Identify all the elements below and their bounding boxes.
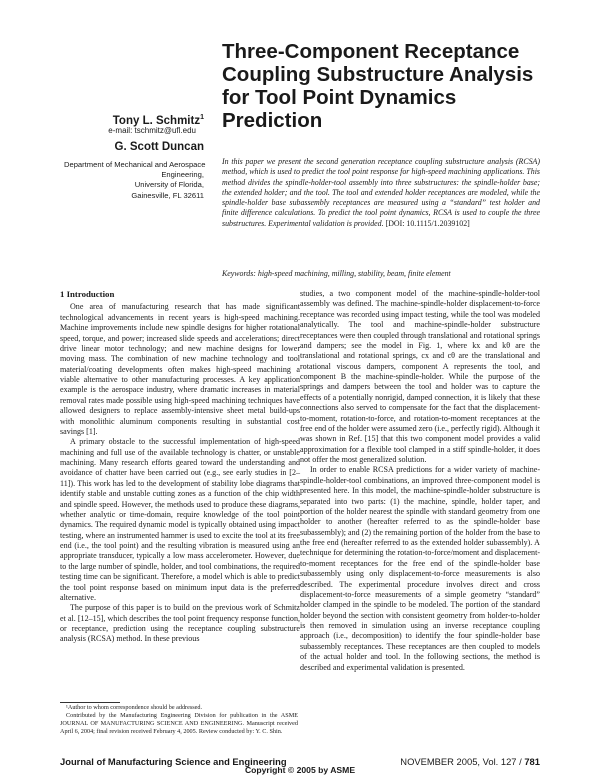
footer-separator: / (516, 756, 525, 767)
keywords: Keywords: high-speed machining, milling, stability, beam, finite element (222, 269, 451, 278)
doi: [DOI: 10.1115/1.2039102] (385, 218, 470, 228)
footnote: ¹Author to whom correspondence should be addressed. (66, 704, 203, 711)
section-heading: 1 Introduction (60, 289, 115, 299)
title-line: Prediction (222, 109, 323, 132)
footnotes (60, 704, 298, 736)
footnote: Contributed by the Manufacturing Engineering Division for publication in the ASME JOURNAL OF MANUFACTURING SCIENCE AND ENGINEERING. Manuscript received April 6, 2004; final revision received February 4, 2005. Review conducted by: Y. C. Shin. (60, 712, 298, 735)
title-line: Three-Component Receptance (222, 40, 520, 63)
affiliation-line: Department of Mechanical and Aerospace (64, 160, 206, 169)
body-paragraph: The purpose of this paper is to build on the previous work of Schmitz et al. [12–15], which describes the tool point frequency response function, or receptance, prediction using the receptance coupling substructure analysis (RCSA) method. In these previous (60, 603, 300, 644)
abstract (222, 157, 540, 229)
author-footnote-mark: 1 (200, 114, 204, 121)
author-email: e-mail: tschmitz@ufl.edu (108, 126, 196, 135)
abstract-text: In this paper we present the second generation receptance coupling substructure analysis (RCSA) method, which is used to predict the tool point response for high-speed machining applications. This method divides the spindle-holder-tool assembly into three substructures: the spindle-holder base; the extended holder; and the tool. The tool and extended holder receptances are modeled, while the spindle-holder base subassembly receptances are measured using a “standard” test holder and finite difference calculations. To predict the tool point dynamics, RCSA is used to couple the three substructures. Experimental validation is provided. (222, 157, 540, 228)
author-name-1 (113, 114, 204, 127)
title-line: for Tool Point Dynamics (222, 86, 457, 109)
author-affiliation (64, 160, 204, 201)
affiliation-line: Gainesville, FL 32611 (131, 190, 204, 200)
page-number: 781 (524, 756, 540, 767)
body-paragraph: One area of manufacturing research that has made significant technological advancements in recent years is high-speed machining. Machine improvements include new spindle designs for higher rotational speed, torque, and power; increased slide speeds and accelerations; direct drive linear motor technology; and new machine designs for lower moving mass. The combination of new machine technology and tool material/coating developments often makes high-speed machining a viable alternative to other manufacturing processes. A key application example is the aerospace industry, where dramatic increases in material removal rates made possible using high-speed machining techniques have allowed designers to replace assembly-intensive sheet metal build-ups with monolithic aluminum components resulting in substantial cost savings [1]. (60, 302, 300, 436)
footer-issue-text: NOVEMBER 2005, Vol. 127 (400, 756, 517, 767)
body-paragraph: studies, a two component model of the machine-spindle-holder-tool assembly was defined. The machine-spindle-holder displacement-to-force receptance was recorded using impact testing, while the tool was modeled analytically. The tool and machine-spindle-holder substructure receptances were then coupled through translational and rotational springs and dampers; see the model in Fig. 1, where kx and kθ are the translational and rotational springs, cx and cθ are the translational and rotational viscous dampers, component A represents the tool, and component B the machine-spindle-holder. While the purpose of the springs and dampers between the tool and holder was to capture the effects of a potentially nonrigid, damped connection, it is likely that these connections also served to compensate for the fact that the displacement-to-moment, rotation-to-force, and rotation-to-moment receptances at the free end of the holder were assumed zero (i.e., perfectly rigid). Although it was shown in Ref. [15] that this two component model provides a valid approximation for a flexible tool clamped in a stiff spindle-holder, it does not offer the most generalized solution. (300, 289, 540, 464)
body-paragraph: In order to enable RCSA predictions for a wider variety of machine-spindle-holder-tool combinations, an improved three-component model is presented here. In this model, the machine-spindle-holder substructure is separated into two parts: (1) the machine, spindle, holder taper, and portion of the holder nearest the spindle with standard geometry from one holder to another (hereafter referred to as the spindle-holder base subassembly); and (2) the remaining portion of the holder from the base to the free end (hereafter referred to as the extended holder subassembly). A technique for determining the rotation-to-force/moment and displacement-to-moment receptances for the free end of the spindle-holder base subassembly using only displacement-to-force measurements is also described. The experimental procedure involves direct and cross displacement-to-force measurements of a simple geometry “standard” holder clamped in the spindle to be modeled. The portion of the standard holder beyond the section with consistent geometry from holder-to-holder is then removed in simulation using an inverse receptance coupling approach (i.e., decomposition) to identify the four spindle-holder base subassembly receptances. These receptances are then coupled to models of the actual holder and tool. In the following sections, the method is described and experimental validation is presented. (300, 465, 541, 672)
paper-title (222, 40, 542, 132)
affiliation-line: Engineering, (161, 170, 204, 180)
author-1-text: Tony L. Schmitz (112, 114, 201, 127)
author-name-2: G. Scott Duncan (114, 141, 204, 153)
right-column (300, 289, 540, 673)
title-line: Coupling Substructure Analysis (222, 63, 534, 86)
footnote-rule (60, 702, 120, 703)
affiliation-line: University of Florida, (134, 180, 204, 190)
body-paragraph: A primary obstacle to the successful implementation of high-speed machining and full use of the available technology is chatter, or unstable machining. Many research efforts geared toward the understanding and avoidance of chatter have been carried out (e.g., see early studies in [2–11]). This work has led to the development of stability lobe diagrams that identify stable and unstable cutting zones as a function of the chip width and spindle speed. However, the methods used to produce these diagrams, whether analytic or time-domain, require knowledge of the tool point dynamics. The required dynamic model is typically obtained using impact testing, where an instrumented hammer is used to excite the tool at its free end (i.e., the tool point) and the resulting vibration is measured using an appropriate transducer, typically a low mass accelerometer. However, due to the large number of spindle, holder, and tool combinations, the required testing time can be significant. Therefore, a model which is able to predict the tool point response based on minimum input data is the preferred alternative. (60, 437, 300, 602)
left-column (60, 289, 300, 645)
footer-copyright: Copyright © 2005 by ASME (244, 765, 356, 775)
footer-journal-name: Journal of Manufacturing Science and Engineering (60, 756, 287, 767)
